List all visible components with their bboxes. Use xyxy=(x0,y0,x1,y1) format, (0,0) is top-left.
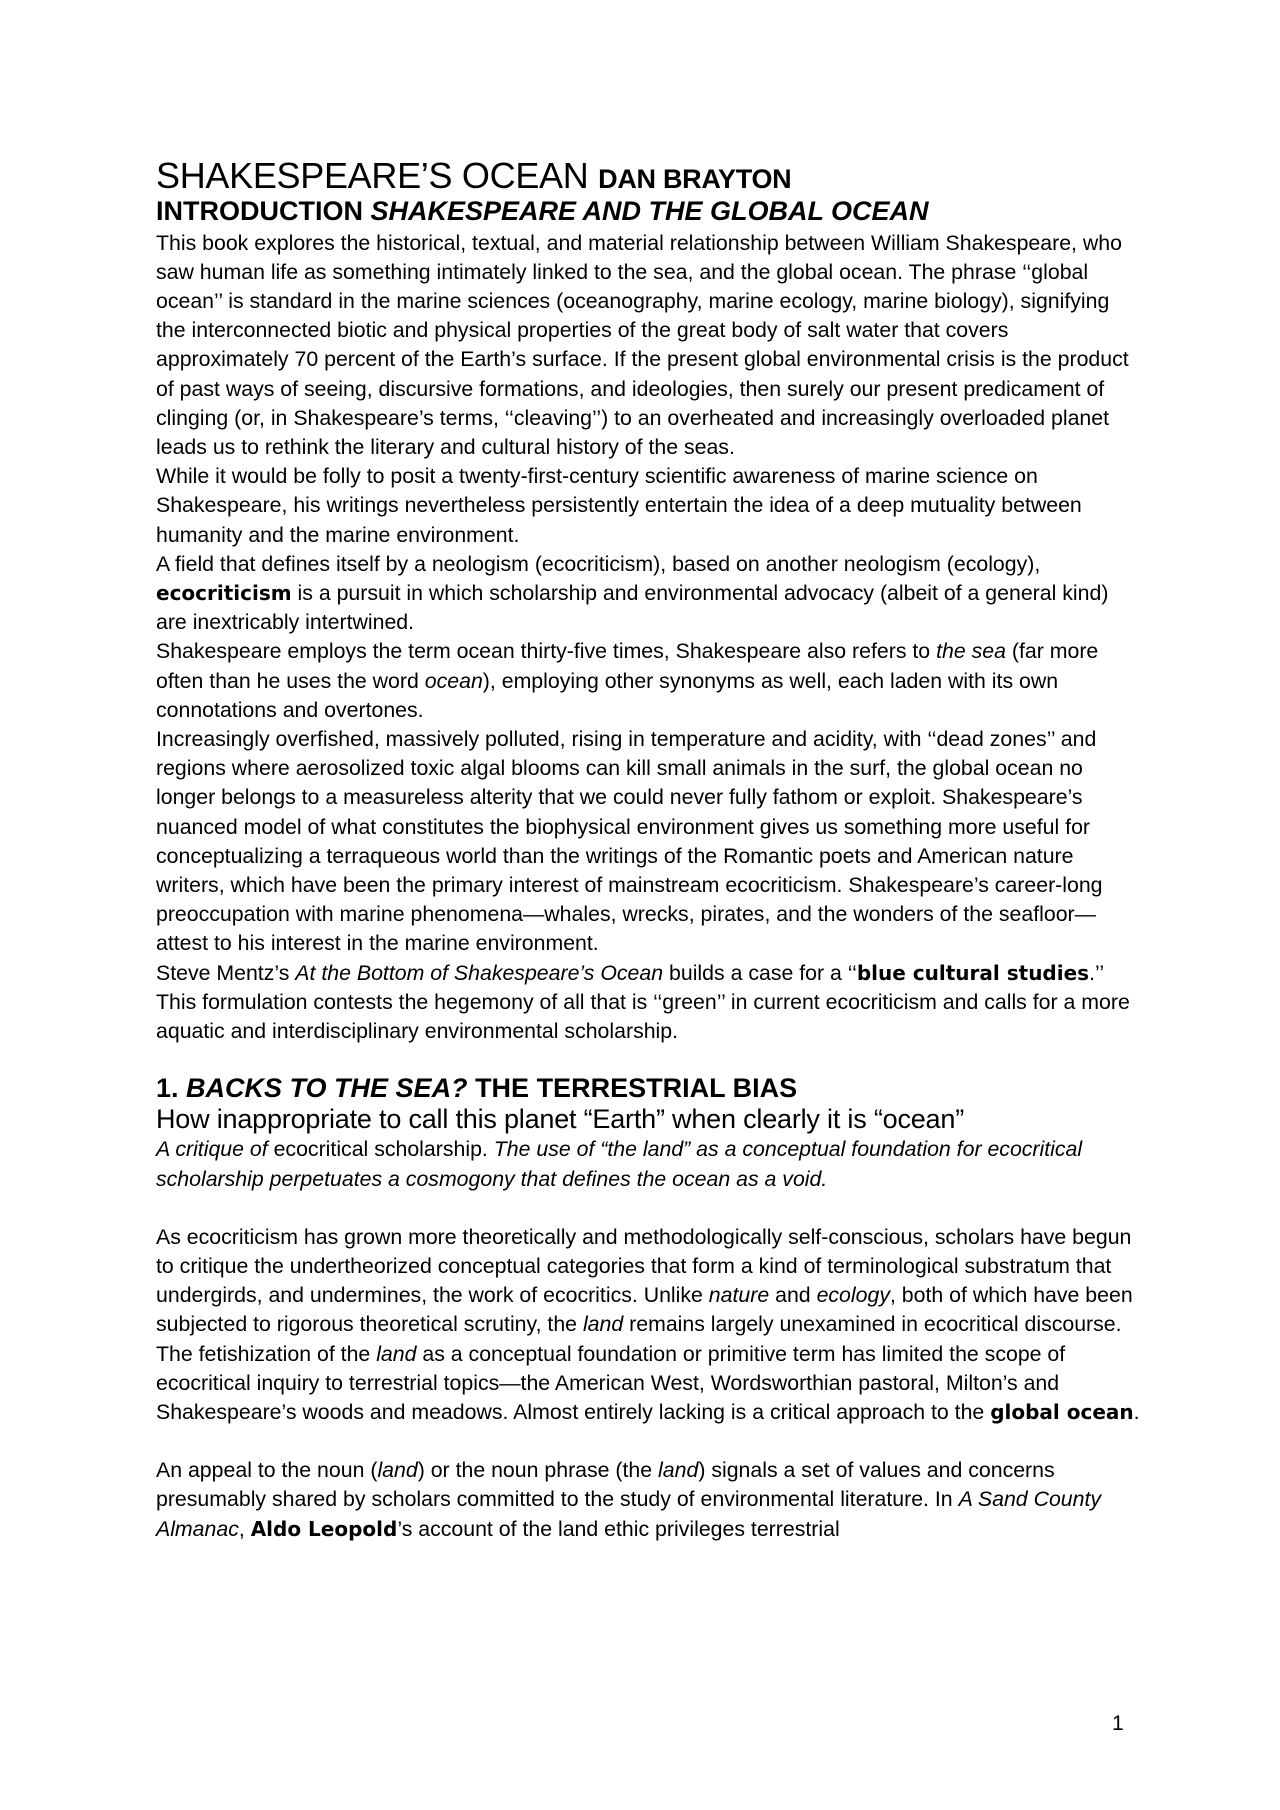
text-run: .’’ This formulation contests the hegemony of all that is ‘‘green’’ in current ecocriticism and calls for a more aquatic and interdisciplinary environmental scholarship. xyxy=(156,960,1130,1044)
italic-term: land xyxy=(376,1341,417,1366)
italic-term: the sea xyxy=(936,639,1006,664)
text-run: , xyxy=(238,1516,251,1541)
text-run: Steve Mentz’s xyxy=(156,960,296,985)
section-title-rest: THE TERRESTRIAL BIAS xyxy=(467,1073,798,1104)
intro-paragraph-3 xyxy=(156,550,1140,638)
author-name: DAN BRAYTON xyxy=(598,164,792,194)
intro-paragraph-2: While it would be folly to posit a twenty-first-century scientific awareness of marine science on Shakespeare, his writings nevertheless persistently entertain the idea of a deep mutuality between humanity and the marine environment. xyxy=(156,464,1082,547)
text-run: is a pursuit in which scholarship and environmental advocacy (albeit of a general kind) are inextricably intertwined. xyxy=(156,580,1109,635)
bold-term: ecocriticism xyxy=(156,580,292,605)
introduction-title: SHAKESPEARE AND THE GLOBAL OCEAN xyxy=(370,196,929,227)
italic-term: nature xyxy=(708,1283,770,1308)
text-run: Shakespeare employs the term ocean thirty-five times, Shakespeare also refers to xyxy=(156,639,937,664)
italic-term: land xyxy=(377,1458,418,1483)
text-run: as a conceptual foundation or primitive term has limited the scope of ecocritical inquiry to terrestrial topics—the American West, Wordsworthian pastoral, Milton’s and Shakespeare’s woods and meadows. Almost entirely lacking is a critical approach to the xyxy=(156,1341,1066,1424)
text-run: A field that defines itself by a neologism (ecocriticism), based on another neologism (ecology), xyxy=(156,551,1041,576)
text-run: remains largely unexamined in ecocritical discourse. The fetishization of the xyxy=(156,1312,1122,1366)
text-run: ) or the noun phrase (the xyxy=(417,1458,659,1483)
introduction-heading xyxy=(156,196,1140,226)
section-number: 1. xyxy=(156,1073,187,1104)
italic-run: The use of “the land” as a conceptual foundation for ecocritical scholarship perpetuates a cosmogony that defines the ocean as a void. xyxy=(156,1137,1083,1191)
italic-run: A critique of xyxy=(156,1137,268,1162)
book-title-citation: A Sand County Almanac xyxy=(156,1487,1102,1541)
text-run: As ecocriticism has grown more theoretically and methodologically self-conscious, scholars have begun to critique the undertheorized conceptual categories that form a kind of terminological substratum that undergirds, and undermines, the work of ecocritics. Unlike xyxy=(156,1224,1132,1308)
bold-term: global ocean xyxy=(990,1399,1134,1424)
text-run: builds a case for a ‘‘ xyxy=(663,960,857,985)
text-run: ecocritical scholarship. xyxy=(267,1137,494,1162)
introduction-label: INTRODUCTION xyxy=(156,196,363,227)
page-number: 1 xyxy=(1112,1712,1124,1735)
section-1-lead xyxy=(156,1135,1140,1193)
page-content xyxy=(156,156,1140,1544)
bold-term: blue cultural studies xyxy=(856,960,1090,985)
book-title xyxy=(156,156,1140,196)
section-1-paragraph-2 xyxy=(156,1456,1140,1544)
intro-paragraph-4 xyxy=(156,637,1140,725)
text-run: and xyxy=(769,1283,817,1308)
intro-paragraph-1: This book explores the historical, textual, and material relationship between William Shakespeare, who saw human life as something intimately linked to the sea, and the global ocean. The phrase ‘‘global ocean’’ is standard in the marine sciences (oceanography, marine ecology, marine biology), signifying the interconnected biotic and physical properties of the great body of salt water that covers approximately 70 percent of the Earth’s surface. If the present global environmental crisis is the product of past ways of seeing, discursive formations, and ideologies, then surely our present predicament of clinging (or, in Shakespeare’s terms, ‘‘cleaving’’) to an overheated and increasingly overloaded planet leads us to rethink the literary and cultural history of the seas. xyxy=(156,230,1129,459)
text-run: An appeal to the noun ( xyxy=(156,1458,378,1483)
text-run: ) signals a set of values and concerns presumably shared by scholars committed to the study of environmental literature. In xyxy=(156,1458,1055,1512)
italic-term: land xyxy=(582,1312,624,1337)
author-reference: Aldo Leopold xyxy=(250,1516,398,1541)
intro-paragraph-5: Increasingly overfished, massively polluted, rising in temperature and acidity, with ‘‘dead zones’’ and regions where aerosolized toxic algal blooms can kill small animals in the surf, the global ocean no longer belongs to a measureless alterity that we could never fully fathom or exploit. Shakespeare’s nuanced model of what constitutes the biophysical environment gives us something more useful for conceptualizing a terraqueous world than the writings of the Romantic poets and American nature writers, which have been the primary interest of mainstream ecocriticism. Shakespeare’s career-long preoccupation with marine phenomena—whales, wrecks, pirates, and the wonders of the seafloor—attest to his interest in the marine environment. xyxy=(156,727,1103,956)
section-1-heading xyxy=(156,1073,1140,1104)
title-text: SHAKESPEARE’S OCEAN xyxy=(156,155,589,196)
italic-term: land xyxy=(658,1458,699,1483)
italic-term: ecology xyxy=(816,1283,890,1308)
text-run: ), employing other synonyms as well, each laden with its own connotations and overtones. xyxy=(156,668,1059,722)
text-run: ’s account of the land ethic privileges terrestrial xyxy=(397,1516,840,1541)
text-run: (far more often than he uses the word xyxy=(156,639,1099,693)
text-run: . xyxy=(1133,1399,1140,1424)
book-title-citation: At the Bottom of Shakespeare’s Ocean xyxy=(295,960,664,985)
italic-term: ocean xyxy=(424,668,483,693)
section-title-italic: BACKS TO THE SEA? xyxy=(186,1073,468,1104)
text-run: , both of which have been subjected to rigorous theoretical scrutiny, the xyxy=(156,1283,1133,1337)
intro-paragraph-6 xyxy=(156,959,1140,1047)
section-1-subtitle: How inappropriate to call this planet “Earth” when clearly it is “ocean” xyxy=(156,1104,964,1135)
section-1-paragraph-1 xyxy=(156,1223,1140,1427)
